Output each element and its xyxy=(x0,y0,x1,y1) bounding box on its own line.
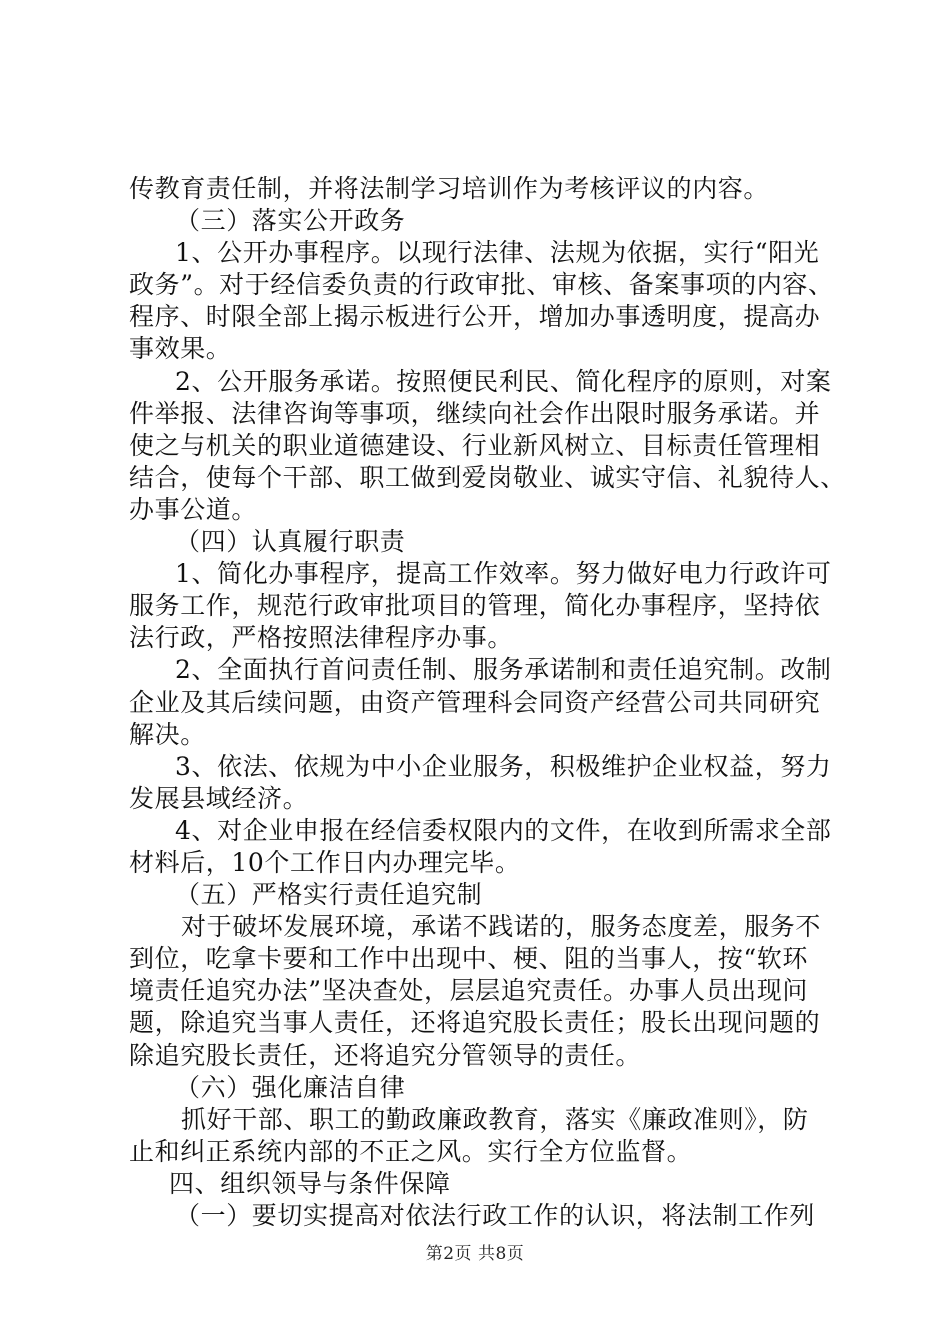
body-text-line: 境责任追究办法”坚决查处，层层追究责任。办事人员出现问 xyxy=(129,976,808,1006)
body-text-line: 发展县域经济。 xyxy=(129,783,309,813)
body-text-line: 事效果。 xyxy=(129,334,232,364)
body-text-line: 1、公开办事程序。以现行法律、法规为依据，实行“阳光 xyxy=(175,238,820,268)
body-text-line: 程序、时限全部上揭示板进行公开，增加办事透明度，提高办 xyxy=(129,302,821,332)
body-text-line: 企业及其后续问题，由资产管理科会同资产经营公司共同研究 xyxy=(129,687,821,717)
body-text-line: 法行政，严格按照法律程序办事。 xyxy=(129,623,514,653)
section-heading: （一）要切实提高对依法行政工作的认识，将法制工作列 xyxy=(175,1201,816,1230)
body-text-line: 件举报、法律咨询等事项，继续向社会作出限时服务承诺。并 xyxy=(129,398,821,428)
body-text-line: 抓好干部、职工的勤政廉政教育，落实《廉政准则》，防 xyxy=(181,1104,809,1134)
body-text-line: 结合，使每个干部、职工做到爱岗敬业、诚实守信、礼貌待人、 xyxy=(129,462,846,492)
section-heading: （五）严格实行责任追究制 xyxy=(175,880,483,910)
chapter-heading: 四、组织领导与条件保障 xyxy=(169,1168,451,1198)
body-text-line: 2、公开服务承诺。按照便民利民、简化程序的原则，对案 xyxy=(175,366,832,396)
body-text-line: 题，除追究当事人责任，还将追究股长责任；股长出现问题的 xyxy=(129,1008,821,1038)
body-text-line: 到位，吃拿卡要和工作中出现中、梗、阻的当事人，按“软环 xyxy=(129,944,808,974)
body-text-line: 材料后，10个工作日内办理完毕。 xyxy=(129,847,521,877)
page-number-footer: 第2页 共8页 xyxy=(425,1244,525,1264)
body-text-line: 办事公道。 xyxy=(129,494,258,524)
body-text-line: 传教育责任制，并将法制学习培训作为考核评议的内容。 xyxy=(129,174,770,203)
section-heading: （四）认真履行职责 xyxy=(175,527,406,557)
body-text-line: 使之与机关的职业道德建设、行业新风树立、目标责任管理相 xyxy=(129,430,821,460)
body-text-line: 服务工作，规范行政审批项目的管理，简化办事程序，坚持依 xyxy=(129,591,821,621)
body-text-line: 除追究股长责任，还将追究分管领导的责任。 xyxy=(129,1040,642,1070)
body-text-line: 对于破坏发展环境，承诺不践诺的，服务态度差，服务不 xyxy=(181,912,822,942)
section-heading: （六）强化廉洁自律 xyxy=(175,1072,406,1102)
body-text-line: 3、依法、依规为中小企业服务，积极维护企业权益，努力 xyxy=(175,751,832,781)
section-heading: （三）落实公开政务 xyxy=(175,206,406,236)
body-text-line: 止和纠正系统内部的不正之风。实行全方位监督。 xyxy=(129,1136,693,1166)
body-text-line: 2、全面执行首问责任制、服务承诺制和责任追究制。改制 xyxy=(175,655,832,685)
body-text-line: 政务”。对于经信委负责的行政审批、审核、备案事项的内容、 xyxy=(129,270,834,300)
body-text-line: 解决。 xyxy=(129,719,206,749)
body-text-line: 4、对企业申报在经信委权限内的文件，在收到所需求全部 xyxy=(175,815,832,845)
body-text-line: 1、简化办事程序，提高工作效率。努力做好电力行政许可 xyxy=(175,559,832,589)
document-body xyxy=(129,173,846,1232)
